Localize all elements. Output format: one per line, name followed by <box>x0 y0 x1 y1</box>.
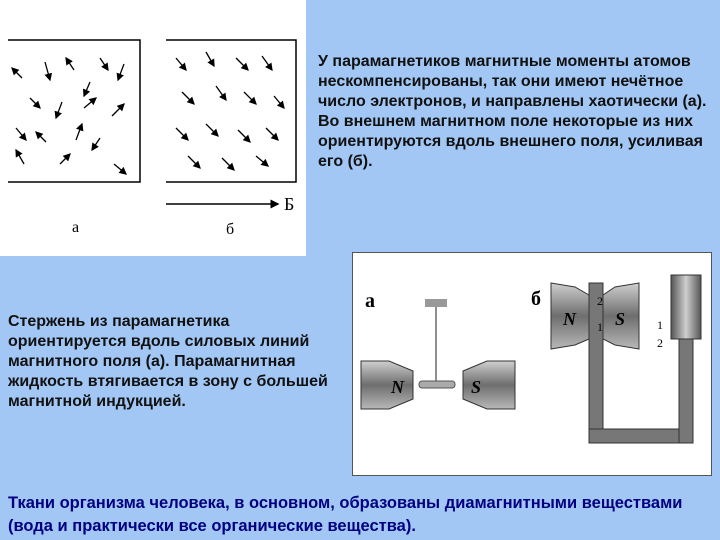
aligned-moments <box>176 52 284 170</box>
magnet-b-right <box>603 283 639 349</box>
magnet-b-left <box>551 283 589 349</box>
exp-label-b: б <box>531 288 541 310</box>
paramagnetic-rod <box>419 381 455 388</box>
magnet-right <box>463 361 515 409</box>
magnet-s-label: S <box>471 377 482 397</box>
box-b-frame <box>166 40 296 182</box>
level-2-left: 2 <box>597 294 603 308</box>
magnet-left <box>361 361 413 409</box>
moments-figure <box>0 0 306 256</box>
label-b: б <box>226 221 235 238</box>
chaotic-moments <box>12 58 126 174</box>
description-paramagnets: У парамагнетиков магнитные моменты атомов нескомпенсированы, так они имеют нечётное число электронов, и направлены хаотически (а). Во внешнем магнитном поле некоторые из них ориентируются вдоль внешнего поля, усиливая его (б). <box>318 53 707 170</box>
magnet-b-n-label: N <box>563 309 576 329</box>
magnet-b-s-label: S <box>615 309 626 329</box>
description-tissues: Ткани организма человека, в основном, образованы диамагнитными веществами (вода и практически все органические вещества). <box>8 494 683 535</box>
field-label: Б <box>284 194 295 214</box>
exp-label-a: а <box>365 290 375 312</box>
level-1-left: 1 <box>597 320 603 334</box>
level-1-right: 1 <box>657 318 663 332</box>
experiment-diagram <box>353 253 711 475</box>
suspension-holder <box>425 299 447 307</box>
moments-diagram <box>0 0 306 256</box>
label-a: а <box>72 219 80 236</box>
magnet-n-label: N <box>391 377 404 397</box>
box-a-frame <box>8 40 140 182</box>
description-rod-liquid: Стержень из парамагнетика ориентируется вдоль силовых линий магнитного поля (а). Парамагнитная жидкость втягивается в зону с большей магнитной индукцией. <box>8 313 328 410</box>
experiment-figure <box>352 252 712 476</box>
level-2-right: 2 <box>657 336 663 350</box>
